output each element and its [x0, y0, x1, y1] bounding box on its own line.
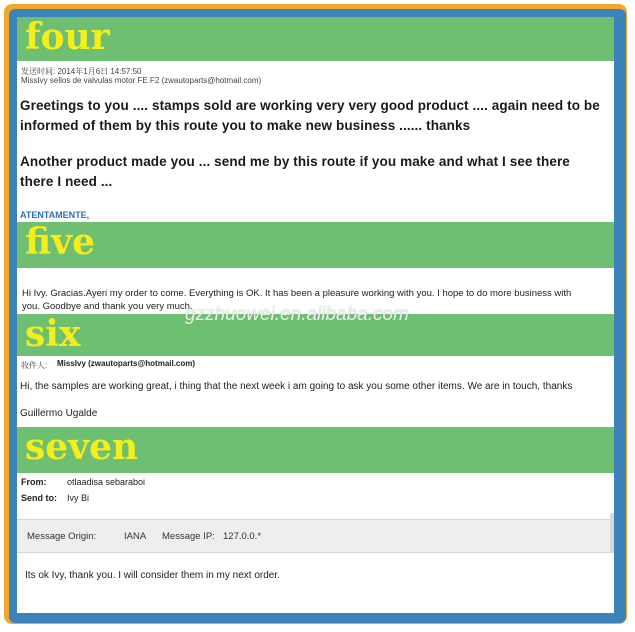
ip-value: 127.0.0.*	[223, 531, 262, 542]
message-origin-box	[17, 519, 614, 553]
email-para2-line2: there I need ...	[20, 174, 113, 189]
section-label-four: four	[25, 17, 110, 58]
origin-label: Message Origin:	[27, 531, 97, 542]
email-six-recipient-label: 收件人:	[21, 361, 48, 370]
section-label-seven: seven	[25, 426, 139, 468]
email-para1-line1: Greetings to you .... stamps sold are working very very good product .... again need to be	[20, 98, 600, 113]
scrollbar[interactable]	[610, 513, 614, 553]
email-seven-message: Its ok Ivy, thank you. I will consider them in my next order.	[25, 570, 280, 581]
watermark: gzzhuowei.en.alibaba.com	[185, 304, 409, 325]
email-seven-sendto-value: Ivy Bi	[67, 493, 90, 503]
email-para2-line1: Another product made you ... send me by this route if you make and what I see there	[20, 154, 570, 169]
email-six-message: Hi, the samples are working great, i thing that the next week i am going to ask you some other items. We are in touch, thanks	[20, 381, 573, 392]
email-six-recipient: MissIvy (zwautoparts@hotmail.com)	[57, 359, 196, 368]
email-five-line1: Hi Ivy. Gracias.Ayeri my order to come. Everything is OK. It has been a pleasure working with you. I hope to do more business with	[22, 288, 572, 299]
ip-label: Message IP:	[162, 531, 215, 542]
email-five-line2: you. Goodbye and thank you very much.	[22, 301, 193, 312]
origin-value: IANA	[124, 531, 147, 542]
testimonial-canvas	[17, 17, 614, 613]
email-meta-time: 发送时间: 2014年1月6日 14:57:50	[21, 67, 142, 76]
section-label-five: five	[25, 221, 95, 263]
email-six-signature: Guillermo Ugalde	[20, 408, 98, 419]
section-band-four	[17, 17, 614, 61]
email-seven-from-value: otlaadisa sebaraboi	[67, 477, 146, 487]
email-meta-sender: MissIvy sellos de valvulas motor FE F2 (zwautoparts@hotmail.com)	[21, 76, 262, 85]
email-closing: ATENTAMENTE,	[20, 210, 90, 220]
email-seven-sendto-label: Send to:	[21, 493, 57, 503]
section-band-five	[17, 222, 614, 268]
email-seven-from-label: From:	[21, 477, 47, 487]
section-band-seven	[17, 427, 614, 473]
email-para1-line2: informed of them by this route you to make new business ...... thanks	[20, 118, 471, 133]
section-label-six: six	[25, 313, 81, 355]
